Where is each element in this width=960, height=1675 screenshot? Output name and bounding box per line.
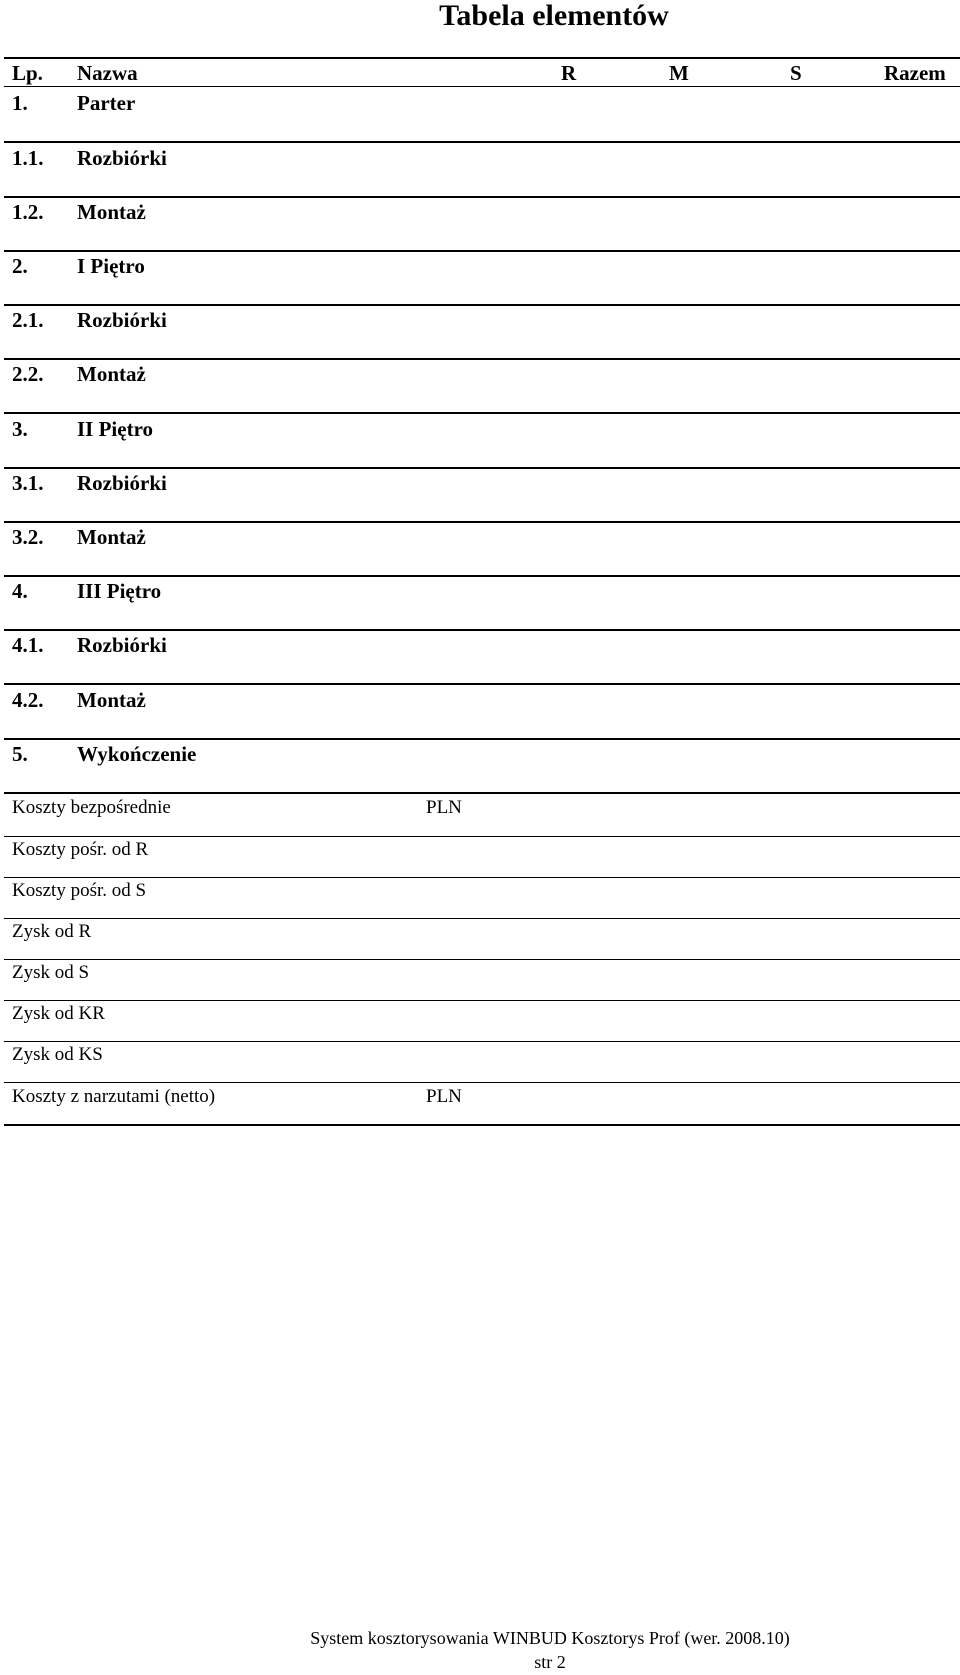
row-name: Rozbiórki: [77, 146, 167, 170]
row-lp: 3.2.: [12, 525, 44, 549]
row-rule: [4, 683, 960, 685]
summary-rule: [4, 959, 960, 960]
summary-rule: [4, 836, 960, 837]
summary-currency: PLN: [426, 1086, 462, 1107]
page-title: Tabela elementów: [439, 0, 669, 32]
row-name: Parter: [77, 91, 136, 115]
summary-label: Koszty z narzutami (netto): [12, 1086, 216, 1107]
row-rule: [4, 629, 960, 631]
row-lp: 2.2.: [12, 362, 44, 386]
footer-page-number: str 2: [534, 1652, 566, 1672]
header-top-rule: [4, 57, 960, 59]
col-header-m: M: [669, 61, 689, 85]
row-name: Rozbiórki: [77, 633, 167, 657]
col-header-r: R: [561, 61, 577, 85]
row-name: Montaż: [77, 200, 146, 224]
summary-rule: [4, 1041, 960, 1042]
summary-currency: PLN: [426, 797, 462, 818]
row-lp: 1.: [12, 91, 28, 115]
col-header-lp: Lp.: [12, 61, 43, 85]
footer-system: System kosztorysowania WINBUD Kosztorys Prof (wer. 2008.10): [310, 1628, 790, 1648]
row-lp: 3.: [12, 417, 28, 441]
row-rule: [4, 792, 960, 794]
summary-label: Koszty pośr. od R: [12, 839, 149, 860]
col-header-nazwa: Nazwa: [77, 61, 138, 85]
row-rule: [4, 575, 960, 577]
summary-label: Zysk od S: [12, 962, 90, 983]
row-lp: 1.2.: [12, 200, 44, 224]
row-name: Montaż: [77, 688, 146, 712]
row-lp: 2.1.: [12, 308, 44, 332]
row-rule: [4, 467, 960, 469]
row-name: Montaż: [77, 525, 146, 549]
summary-label: Zysk od R: [12, 921, 92, 942]
summary-label: Koszty bezpośrednie: [12, 797, 171, 818]
row-rule: [4, 738, 960, 740]
row-name: II Piętro: [77, 417, 154, 441]
row-lp: 1.1.: [12, 146, 44, 170]
summary-rule: [4, 1082, 960, 1083]
row-lp: 5.: [12, 742, 28, 766]
row-rule: [4, 412, 960, 414]
summary-rule: [4, 877, 960, 878]
row-name: III Piętro: [77, 579, 162, 603]
summary-label: Zysk od KS: [12, 1044, 103, 1065]
row-name: I Piętro: [77, 254, 145, 278]
summary-rule: [4, 918, 960, 919]
row-name: Rozbiórki: [77, 308, 167, 332]
row-name: Wykończenie: [77, 742, 197, 766]
row-name: Montaż: [77, 362, 146, 386]
row-rule: [4, 141, 960, 143]
row-rule: [4, 196, 960, 198]
row-name: Rozbiórki: [77, 471, 167, 495]
row-rule: [4, 304, 960, 306]
row-lp: 4.: [12, 579, 28, 603]
col-header-s: S: [790, 61, 802, 85]
row-rule: [4, 521, 960, 523]
col-header-razem: Razem: [884, 61, 946, 85]
summary-label: Zysk od KR: [12, 1003, 105, 1024]
row-lp: 2.: [12, 254, 28, 278]
row-rule: [4, 250, 960, 252]
header-bottom-rule: [4, 86, 960, 87]
row-lp: 4.1.: [12, 633, 44, 657]
summary-label: Koszty pośr. od S: [12, 880, 147, 901]
summary-bottom-rule: [4, 1124, 960, 1126]
summary-rule: [4, 1000, 960, 1001]
row-rule: [4, 358, 960, 360]
row-lp: 4.2.: [12, 688, 44, 712]
row-lp: 3.1.: [12, 471, 44, 495]
